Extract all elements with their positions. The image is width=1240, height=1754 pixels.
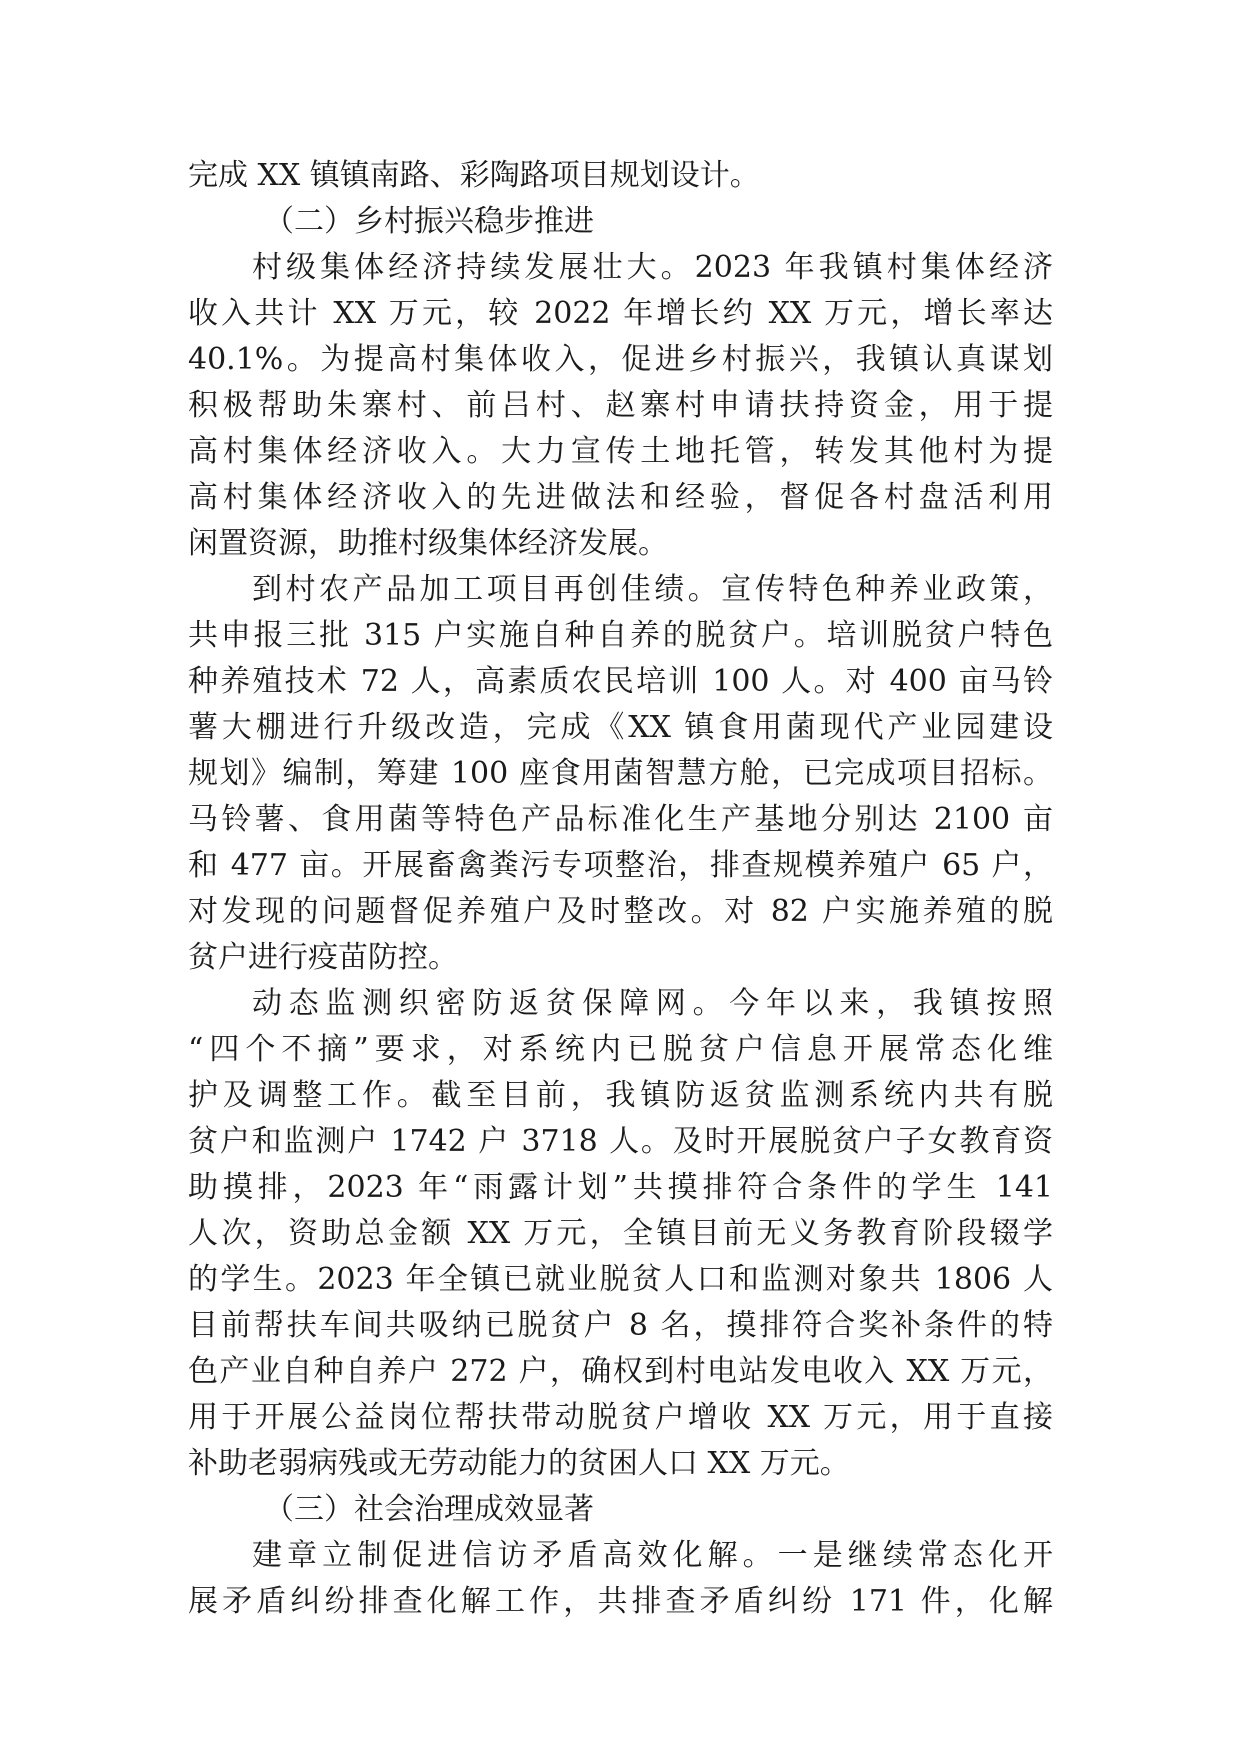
text-line: 完成 XX 镇镇南路、彩陶路项目规划设计。 — [188, 158, 760, 193]
text-line: 目前帮扶车间共吸纳已脱贫户 8 名，摸排符合奖补条件的特 — [188, 1308, 1053, 1343]
text-line: 高村集体经济收入。大力宣传土地托管，转发其他村为提 — [188, 434, 1053, 469]
text-line: 收入共计 XX 万元，较 2022 年增长约 XX 万元，增长率达 — [188, 296, 1053, 331]
text-line: 薯大棚进行升级改造，完成《XX 镇食用菌现代产业园建设 — [188, 710, 1053, 745]
text-line: 积极帮助朱寨村、前吕村、赵寨村申请扶持资金，用于提 — [188, 388, 1053, 423]
text-line: 种养殖技术 72 人，高素质农民培训 100 人。对 400 亩马铃 — [188, 664, 1053, 699]
text-line: 护及调整工作。截至目前，我镇防返贫监测系统内共有脱 — [188, 1078, 1053, 1113]
text-line: 补助老弱病残或无劳动能力的贫困人口 XX 万元。 — [188, 1446, 850, 1481]
text-line: 助摸排，2023 年“雨露计划”共摸排符合条件的学生 141 — [188, 1170, 1053, 1205]
text-line: 色产业自种自养户 272 户，确权到村电站发电收入 XX 万元， — [188, 1354, 1053, 1389]
text-line: “四个不摘”要求，对系统内已脱贫户信息开展常态化维 — [188, 1032, 1053, 1067]
document-page — [188, 153, 1053, 1625]
text-line: 对发现的问题督促养殖户及时整改。对 82 户实施养殖的脱 — [188, 894, 1053, 929]
text-line: 人次，资助总金额 XX 万元，全镇目前无义务教育阶段辍学 — [188, 1216, 1053, 1251]
section-heading: （三）社会治理成效显著 — [264, 1492, 594, 1527]
text-line: 到村农产品加工项目再创佳绩。宣传特色种养业政策， — [252, 572, 1053, 607]
text-line: 的学生。2023 年全镇已就业脱贫人口和监测对象共 1806 人 — [188, 1262, 1053, 1297]
text-line: 展矛盾纠纷排查化解工作，共排查矛盾纠纷 171 件，化解 — [188, 1584, 1053, 1619]
text-line: 马铃薯、食用菌等特色产品标准化生产基地分别达 2100 亩 — [188, 802, 1053, 837]
text-line: 动态监测织密防返贫保障网。今年以来，我镇按照 — [252, 986, 1053, 1021]
text-line: 40.1%。为提高村集体收入，促进乡村振兴，我镇认真谋划 — [188, 342, 1053, 377]
text-line: 规划》编制，筹建 100 座食用菌智慧方舱，已完成项目招标。 — [188, 756, 1053, 791]
text-line: 村级集体经济持续发展壮大。2023 年我镇村集体经济 — [252, 250, 1053, 285]
text-line: 贫户和监测户 1742 户 3718 人。及时开展脱贫户子女教育资 — [188, 1124, 1053, 1159]
text-line: 闲置资源，助推村级集体经济发展。 — [188, 526, 668, 561]
text-line: 共申报三批 315 户实施自种自养的脱贫户。培训脱贫户特色 — [188, 618, 1053, 653]
text-line: 和 477 亩。开展畜禽粪污专项整治，排查规模养殖户 65 户， — [188, 848, 1053, 883]
text-line: 建章立制促进信访矛盾高效化解。一是继续常态化开 — [252, 1538, 1053, 1573]
section-heading: （二）乡村振兴稳步推进 — [264, 204, 594, 239]
text-line: 高村集体经济收入的先进做法和经验，督促各村盘活利用 — [188, 480, 1053, 515]
text-line: 贫户进行疫苗防控。 — [188, 940, 458, 975]
text-line: 用于开展公益岗位帮扶带动脱贫户增收 XX 万元，用于直接 — [188, 1400, 1053, 1435]
